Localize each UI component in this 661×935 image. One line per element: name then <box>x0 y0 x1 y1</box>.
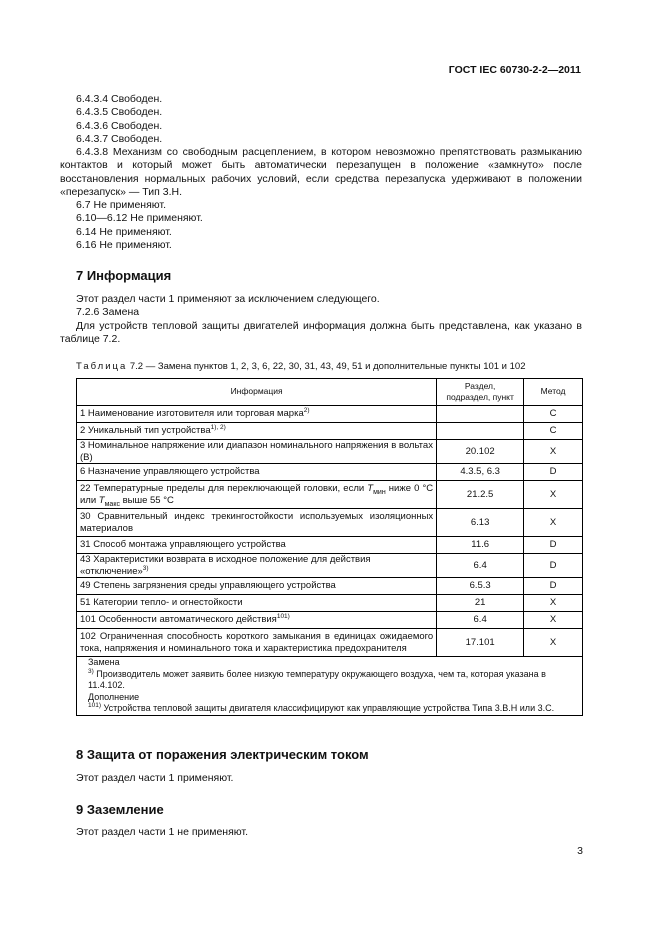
table-row <box>77 537 583 554</box>
cell-section: 6.5.3 <box>437 578 524 595</box>
table-row <box>77 509 583 537</box>
table-notes-row <box>77 657 583 716</box>
cell-info: 101 Особенности автоматического действия$^{101)}$ <box>77 612 437 629</box>
section-9-heading: 9 Заземление <box>76 802 164 817</box>
cell-method: X <box>524 440 583 464</box>
section-7-replace-label: 7.2.6 Замена <box>76 306 140 319</box>
cell-info: 30 Сравнительный индекс трекингостойкости используемых изоляционных материалов <box>77 509 437 537</box>
table-row <box>77 406 583 423</box>
header-info: Информация <box>77 379 437 406</box>
cell-method: C <box>524 406 583 423</box>
table-row <box>77 440 583 464</box>
line-6435: 6.4.3.5 Свободен. <box>76 106 163 119</box>
section-8-body: Этот раздел части 1 применяют. <box>76 772 234 784</box>
page-number: 3 <box>577 845 583 857</box>
cell-info: 22 Температурные пределы для переключающей головки, если $T_{мин}$ ниже 0 °С или $T_{макс}$ выше 55 °С <box>77 481 437 509</box>
cell-method: D <box>524 554 583 578</box>
section-7-body <box>76 293 582 320</box>
footnote-ref: 1), 2) <box>210 424 226 432</box>
table-row <box>77 612 583 629</box>
cell-section: 6.4 <box>437 612 524 629</box>
table-row <box>77 629 583 657</box>
cell-method: X <box>524 481 583 509</box>
table-caption-prefix: Таблица <box>76 361 128 372</box>
table-row <box>77 423 583 440</box>
cell-section: 21 <box>437 595 524 612</box>
cell-section: 4.3.5, 6.3 <box>437 464 524 481</box>
document-id: ГОСТ IEC 60730-2-2—2011 <box>448 64 581 76</box>
paragraph-6438: 6.4.3.8 Механизм со свободным расцеплением, в котором невозможно препятствовать размыканию контактов и который может быть автоматически перезапущен в положение «замкнуто» после восстановления нормальных рабочих условий, если средства перезапуска удерживают в положении «перезапуск» — Тип 3.Н. <box>60 146 582 198</box>
cell-section <box>437 406 524 423</box>
cell-section: 6.4 <box>437 554 524 578</box>
section-7-heading: 7 Информация <box>76 268 172 283</box>
table-caption-text: 7.2 — Замена пунктов 1, 2, 3, 6, 22, 30, 31, 43, 49, 51 и дополнительные пункты 101 и 102 <box>127 361 526 372</box>
after-lines <box>76 199 582 252</box>
table-row <box>77 595 583 612</box>
footnote-ref: 101) <box>276 613 290 621</box>
table-row <box>77 554 583 578</box>
cell-info: 1 Наименование изготовителя или торговая марка$^{2)}$ <box>77 406 437 423</box>
section-8-heading: 8 Защита от поражения электрическим током <box>76 747 369 762</box>
section-7-intro: Этот раздел части 1 применяют за исключением следующего. <box>76 293 380 305</box>
cell-section: 11.6 <box>437 537 524 554</box>
info-table <box>76 378 583 716</box>
cell-method: X <box>524 595 583 612</box>
cell-info: 31 Способ монтажа управляющего устройства <box>77 537 437 554</box>
cell-info: 6 Назначение управляющего устройства <box>77 464 437 481</box>
line-6436: 6.4.3.6 Свободен. <box>76 119 163 132</box>
table-caption <box>76 361 525 372</box>
line-616: 6.16 Не применяют. <box>76 238 172 251</box>
line-610-612: 6.10—6.12 Не применяют. <box>76 212 203 225</box>
footnote-ref: 2) <box>303 407 310 415</box>
line-6437: 6.4.3.7 Свободен. <box>76 132 163 145</box>
table-row <box>77 464 583 481</box>
cell-section: 17.101 <box>437 629 524 657</box>
line-67: 6.7 Не применяют. <box>76 199 166 211</box>
cell-info: 2 Уникальный тип устройства$^{1), 2)}$ <box>77 423 437 440</box>
line-6434: 6.4.3.4 Свободен. <box>76 93 163 105</box>
note-replace-label: Замена <box>88 657 120 667</box>
cell-method: X <box>524 509 583 537</box>
header-section: Раздел, подраздел, пункт <box>437 379 524 406</box>
cell-method: C <box>524 423 583 440</box>
section-9-body: Этот раздел части 1 не применяют. <box>76 826 248 838</box>
section-7-table-ref: Для устройств тепловой защиты двигателей информация должна быть представлена, как указано в таблице 7.2. <box>60 320 582 346</box>
cell-method: D <box>524 578 583 595</box>
cell-info: 3 Номинальное напряжение или диапазон номинального напряжения в вольтах (В) <box>77 440 437 464</box>
intro-lines <box>76 93 582 146</box>
cell-section: 20.102 <box>437 440 524 464</box>
note-footnote-3: $^{3)}$ Производитель может заявить более низкую температуру окружающего воздуха, чем та, которая указана в 11.4.102. <box>88 667 546 690</box>
cell-info: 51 Категории тепло- и огнестойкости <box>77 595 437 612</box>
note-add-label: Дополнение <box>88 691 140 702</box>
table-row <box>77 481 583 509</box>
table-row <box>77 578 583 595</box>
cell-info: 43 Характеристики возврата в исходное положение для действия «отключение»$^{3)}$ <box>77 554 437 578</box>
footnote-ref: 3) <box>142 564 149 572</box>
cell-info: 102 Ограниченная способность короткого замыкания в единицах ожидаемого тока, напряжения и номинального тока и характеристика предохранителя <box>77 629 437 657</box>
cell-method: D <box>524 464 583 481</box>
cell-method: D <box>524 537 583 554</box>
cell-section: 6.13 <box>437 509 524 537</box>
header-method: Метод <box>524 379 583 406</box>
cell-method: X <box>524 612 583 629</box>
cell-section: 21.2.5 <box>437 481 524 509</box>
note-footnote-101: $^{101)}$ Устройства тепловой защиты двигателя классифицируют как управляющие устройства Типа 3.В.Н или 3.С. <box>88 702 555 713</box>
table-notes <box>77 657 583 716</box>
cell-info: 49 Степень загрязнения среды управляющего устройства <box>77 578 437 595</box>
cell-section <box>437 423 524 440</box>
table-header-row <box>77 379 583 406</box>
cell-method: X <box>524 629 583 657</box>
line-614: 6.14 Не применяют. <box>76 225 172 238</box>
